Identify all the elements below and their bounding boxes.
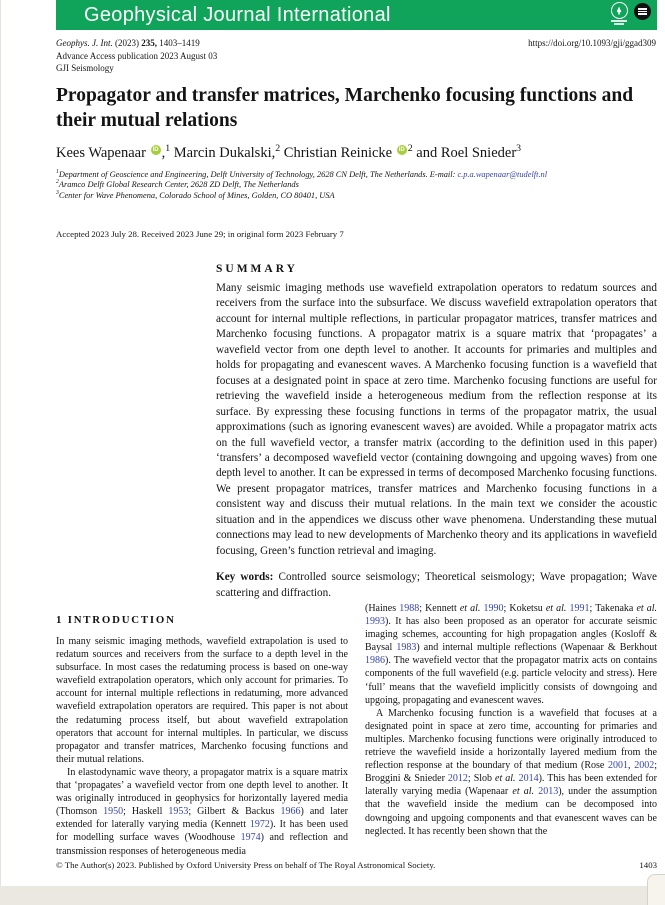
paragraph <box>56 766 348 858</box>
text-segment: 3 <box>516 143 522 155</box>
text-segment: Geophys. J. Int. <box>56 38 113 48</box>
paragraph <box>365 602 657 707</box>
ras-logo-text <box>611 20 627 22</box>
text-segment: (2023) <box>112 38 142 48</box>
text-segment: A Marchenko focusing function is a wavefield that focuses at a designated point in space at zero time, accounting for primaries and multiples. Marchenko focusing functions were originally introduced to retrieve the wavefield inside a horizontally layered medium from the reflection response at the boundary of that medium (Rose <box>365 707 657 772</box>
viewer-background <box>0 886 665 905</box>
citation-link[interactable]: 1974 <box>240 832 261 844</box>
affiliation-line <box>56 191 656 201</box>
text-segment: ; Broggini & Snieder <box>365 760 658 785</box>
text-segment: ). It has also been proposed as an operator for accurate seismic imaging schemes, accounting for high propagation angles (Kosloff & Baysal <box>365 616 657 654</box>
doi-link[interactable]: https://doi.org/10.1093/gji/ggad309 <box>528 38 656 48</box>
introduction-heading: 1 INTRODUCTION <box>56 614 176 626</box>
affiliation-line <box>56 180 656 190</box>
text-segment: In many seismic imaging methods, wavefield extrapolation is used to redatum sources and receivers from the surface to a depth level in the subsurface. In most cases the redatuming process is based on one-way wavefield extrapolation operators, which only account for primaries. To account for internal multiple reflections in redatuming, more advanced wavefield extrapolation operators are required. This paper is not about the redatuming process itself, but about wavefield extrapolation operators that account for internal multiples. In particular, we discuss propagator and transfer matrices, Marchenko focusing functions and their mutual relations. <box>56 636 348 765</box>
text-segment: Aramco Delft Global Research Center, 2628 ZD Delft, The Netherlands <box>58 180 299 190</box>
journal-banner <box>56 0 657 30</box>
text-segment: et al. <box>459 603 484 614</box>
text-segment: ) and later extended for laterally varying media (Kennett <box>56 806 348 831</box>
royal-astronomical-society-logo-icon <box>608 1 630 25</box>
text-segment: 2 <box>407 143 413 155</box>
affiliation-line <box>56 170 656 180</box>
text-segment: 2 <box>275 143 281 155</box>
summary-heading: SUMMARY <box>216 263 298 275</box>
text-segment: ), under the assumption that the wavefield inside the medium can be decomposed into downgoing and upgoing components and that evanescent waves can be neglected. It has recently been shown that the <box>365 786 658 837</box>
citation-line <box>56 37 656 50</box>
text-segment: et al. <box>512 786 539 798</box>
text-segment: ; Kennett <box>419 603 460 614</box>
section-label: GJI Seismology <box>56 63 114 73</box>
citation-link[interactable]: 1950 <box>103 806 124 818</box>
copyright-line: © The Author(s) 2023. Published by Oxford University Press on behalf of The Royal Astronomical Society. <box>56 860 436 870</box>
text-segment: et al. <box>636 603 658 614</box>
citation-link[interactable]: 1953 <box>168 806 189 818</box>
text-segment: ). This has been extended for laterally varying media (Wapenaar <box>365 773 657 798</box>
text-segment: Center for Wave Phenomena, Colorado School of Mines, Golden, CO 80401, USA <box>58 190 335 200</box>
text-segment: 235, <box>141 38 157 48</box>
text-segment: Christian Reinicke <box>280 145 396 161</box>
ras-logo-text <box>614 23 624 25</box>
text-segment: Kees Wapenaar <box>56 145 150 161</box>
journal-title: Geophysical Journal International <box>84 3 391 26</box>
advance-access-line: Advance Access publication 2023 August 03 <box>56 50 218 61</box>
text-segment: ; Haskell <box>123 806 169 818</box>
left-column <box>56 602 348 858</box>
text-segment: Department of Geoscience and Engineering, Delft University of Technology, 2628 CN Delft, The Netherlands. E-mail: <box>58 170 458 179</box>
text-segment: 2 <box>56 179 59 186</box>
citation-link[interactable]: 2002 <box>634 760 655 772</box>
text-segment: ) and internal multiple reflections (Wapenaar & Berkhout <box>416 642 657 654</box>
banner-logos <box>608 1 651 25</box>
summary-section <box>216 263 657 601</box>
text-segment: ). The wavefield vector that the propagator matrix acts on contains components of the full wavefield (e.g. particle velocity and stress). Here ‘full’ means that the wavefield implicitly consists of downgoing and upgoing, propagating and evanescent waves. <box>365 655 657 706</box>
text-segment: ; Takenaka <box>589 603 637 614</box>
journal-citation <box>56 38 200 48</box>
affiliations <box>56 170 656 201</box>
text-segment: ; Koketsu <box>503 603 546 614</box>
keywords-line <box>216 570 657 601</box>
text-segment: ; Gilbert & Backus <box>188 806 281 818</box>
text-segment: 1403–1419 <box>156 38 200 48</box>
citation-link[interactable]: 1991 <box>569 603 590 614</box>
text-segment: In elastodynamic wave theory, a propagator matrix is a square matrix that ‘propagates’ a wavefield vector from one depth level to another. It was originally introduced in geophysics for horizontally layered media (Thomson <box>56 766 348 818</box>
citation-link[interactable]: 1972 <box>249 819 270 831</box>
citation-link[interactable]: 1966 <box>280 806 301 818</box>
text-segment: et al. <box>545 603 570 614</box>
citation-link[interactable]: 1988 <box>399 603 420 614</box>
right-column <box>365 602 657 858</box>
orcid-icon[interactable]: iD <box>152 147 159 154</box>
citation-link[interactable]: 1993 <box>365 616 385 628</box>
citation-link[interactable]: 2001 <box>608 760 629 772</box>
text-segment: ; Slob <box>467 773 496 785</box>
text-segment: 3 <box>56 189 59 196</box>
history-dates: Accepted 2023 July 28. Received 2023 June 29; in original form 2023 February 7 <box>56 229 344 239</box>
citation-link[interactable]: 1990 <box>483 603 504 614</box>
text-segment: , <box>161 145 166 161</box>
citation-link[interactable]: 1983 <box>396 642 417 654</box>
ras-emblem-icon <box>617 7 622 15</box>
citation-link[interactable]: 2013 <box>538 786 559 798</box>
text-segment: et al. <box>495 773 519 785</box>
masthead <box>56 37 656 75</box>
text-segment: 1 <box>56 169 59 176</box>
email-link[interactable]: c.p.a.wapenaar@tudelft.nl <box>457 170 548 179</box>
text-segment: Marcin Dukalski, <box>170 145 276 161</box>
orcid-icon[interactable]: iD <box>398 147 405 154</box>
text-segment: 1 <box>165 143 171 155</box>
text-segment: (Haines <box>365 603 400 614</box>
author-list <box>56 145 656 162</box>
text-segment: Key words: <box>216 571 274 584</box>
paragraph <box>56 635 348 766</box>
article-title: Propagator and transfer matrices, Marchenko focusing functions and their mutual relations <box>56 85 634 131</box>
citation-link[interactable]: 2012 <box>447 773 468 785</box>
text-segment: Controlled source seismology; Theoretical seismology; Wave propagation; Wave scattering and diffraction. <box>216 571 657 599</box>
citation-link[interactable]: 1986 <box>365 655 385 667</box>
page-footer <box>56 860 657 870</box>
text-segment: , <box>628 760 635 772</box>
publisher-logo-mark <box>638 13 647 15</box>
text-segment: ). It has been used for modelling surface waves (Woodhouse <box>56 819 348 844</box>
publisher-logo-mark <box>638 11 647 13</box>
page-number: 1403 <box>639 860 657 870</box>
publisher-logo-icon <box>634 3 651 20</box>
summary-body: Many seismic imaging methods use wavefield extrapolation operators to redatum sources and receivers from the surface into the subsurface. We discuss wavefield extrapolation operators that account for internal multiple reflections, in particular propagator matrices, transfer matrices and Marchenko focusing functions. A propagator matrix is a square matrix that ‘propagates’ a wavefield vector from one depth level to another. It accounts for primaries and multiples and holds for propagating and evanescent waves. A Marchenko focusing function is a wavefield that focuses at a designated point in space at zero time. Marchenko focusing functions are useful for retrieving the wavefield inside a heterogeneous medium from the reflection response at its surface. By expressing these focusing functions in terms of the propagator matrix, the usual approximations (such as ignoring evanescent waves) are avoided. While a propagator matrix acts on the full wavefield vector, a transfer matrix (according to the definition used in this paper) ‘transfers’ a decomposed wavefield vector (containing downgoing and upgoing waves) from one depth level to another. It can be expressed in terms of decomposed Marchenko focusing functions. We present propagator matrices, transfer matrices and Marchenko focusing functions in a consistent way and discuss their mutual relations. In the main text we consider the acoustic situation and in the appendices we discuss other wave phenomena. Understanding these mutual connections may lead to new developments of Marchenko theory and its applications in wavefield focusing, Green’s function retrieval and imaging. <box>216 282 657 557</box>
citation-link[interactable]: 2014 <box>518 773 539 785</box>
text-segment: and Roel Snieder <box>412 145 517 161</box>
scrollbar-thumb[interactable] <box>647 874 665 905</box>
paragraph <box>365 707 657 838</box>
two-column-body <box>56 602 657 858</box>
text-segment: ) and reflection and transmission responses of heterogeneous media <box>56 832 348 857</box>
ras-seal-icon <box>611 2 628 19</box>
publisher-logo-mark <box>638 8 647 10</box>
